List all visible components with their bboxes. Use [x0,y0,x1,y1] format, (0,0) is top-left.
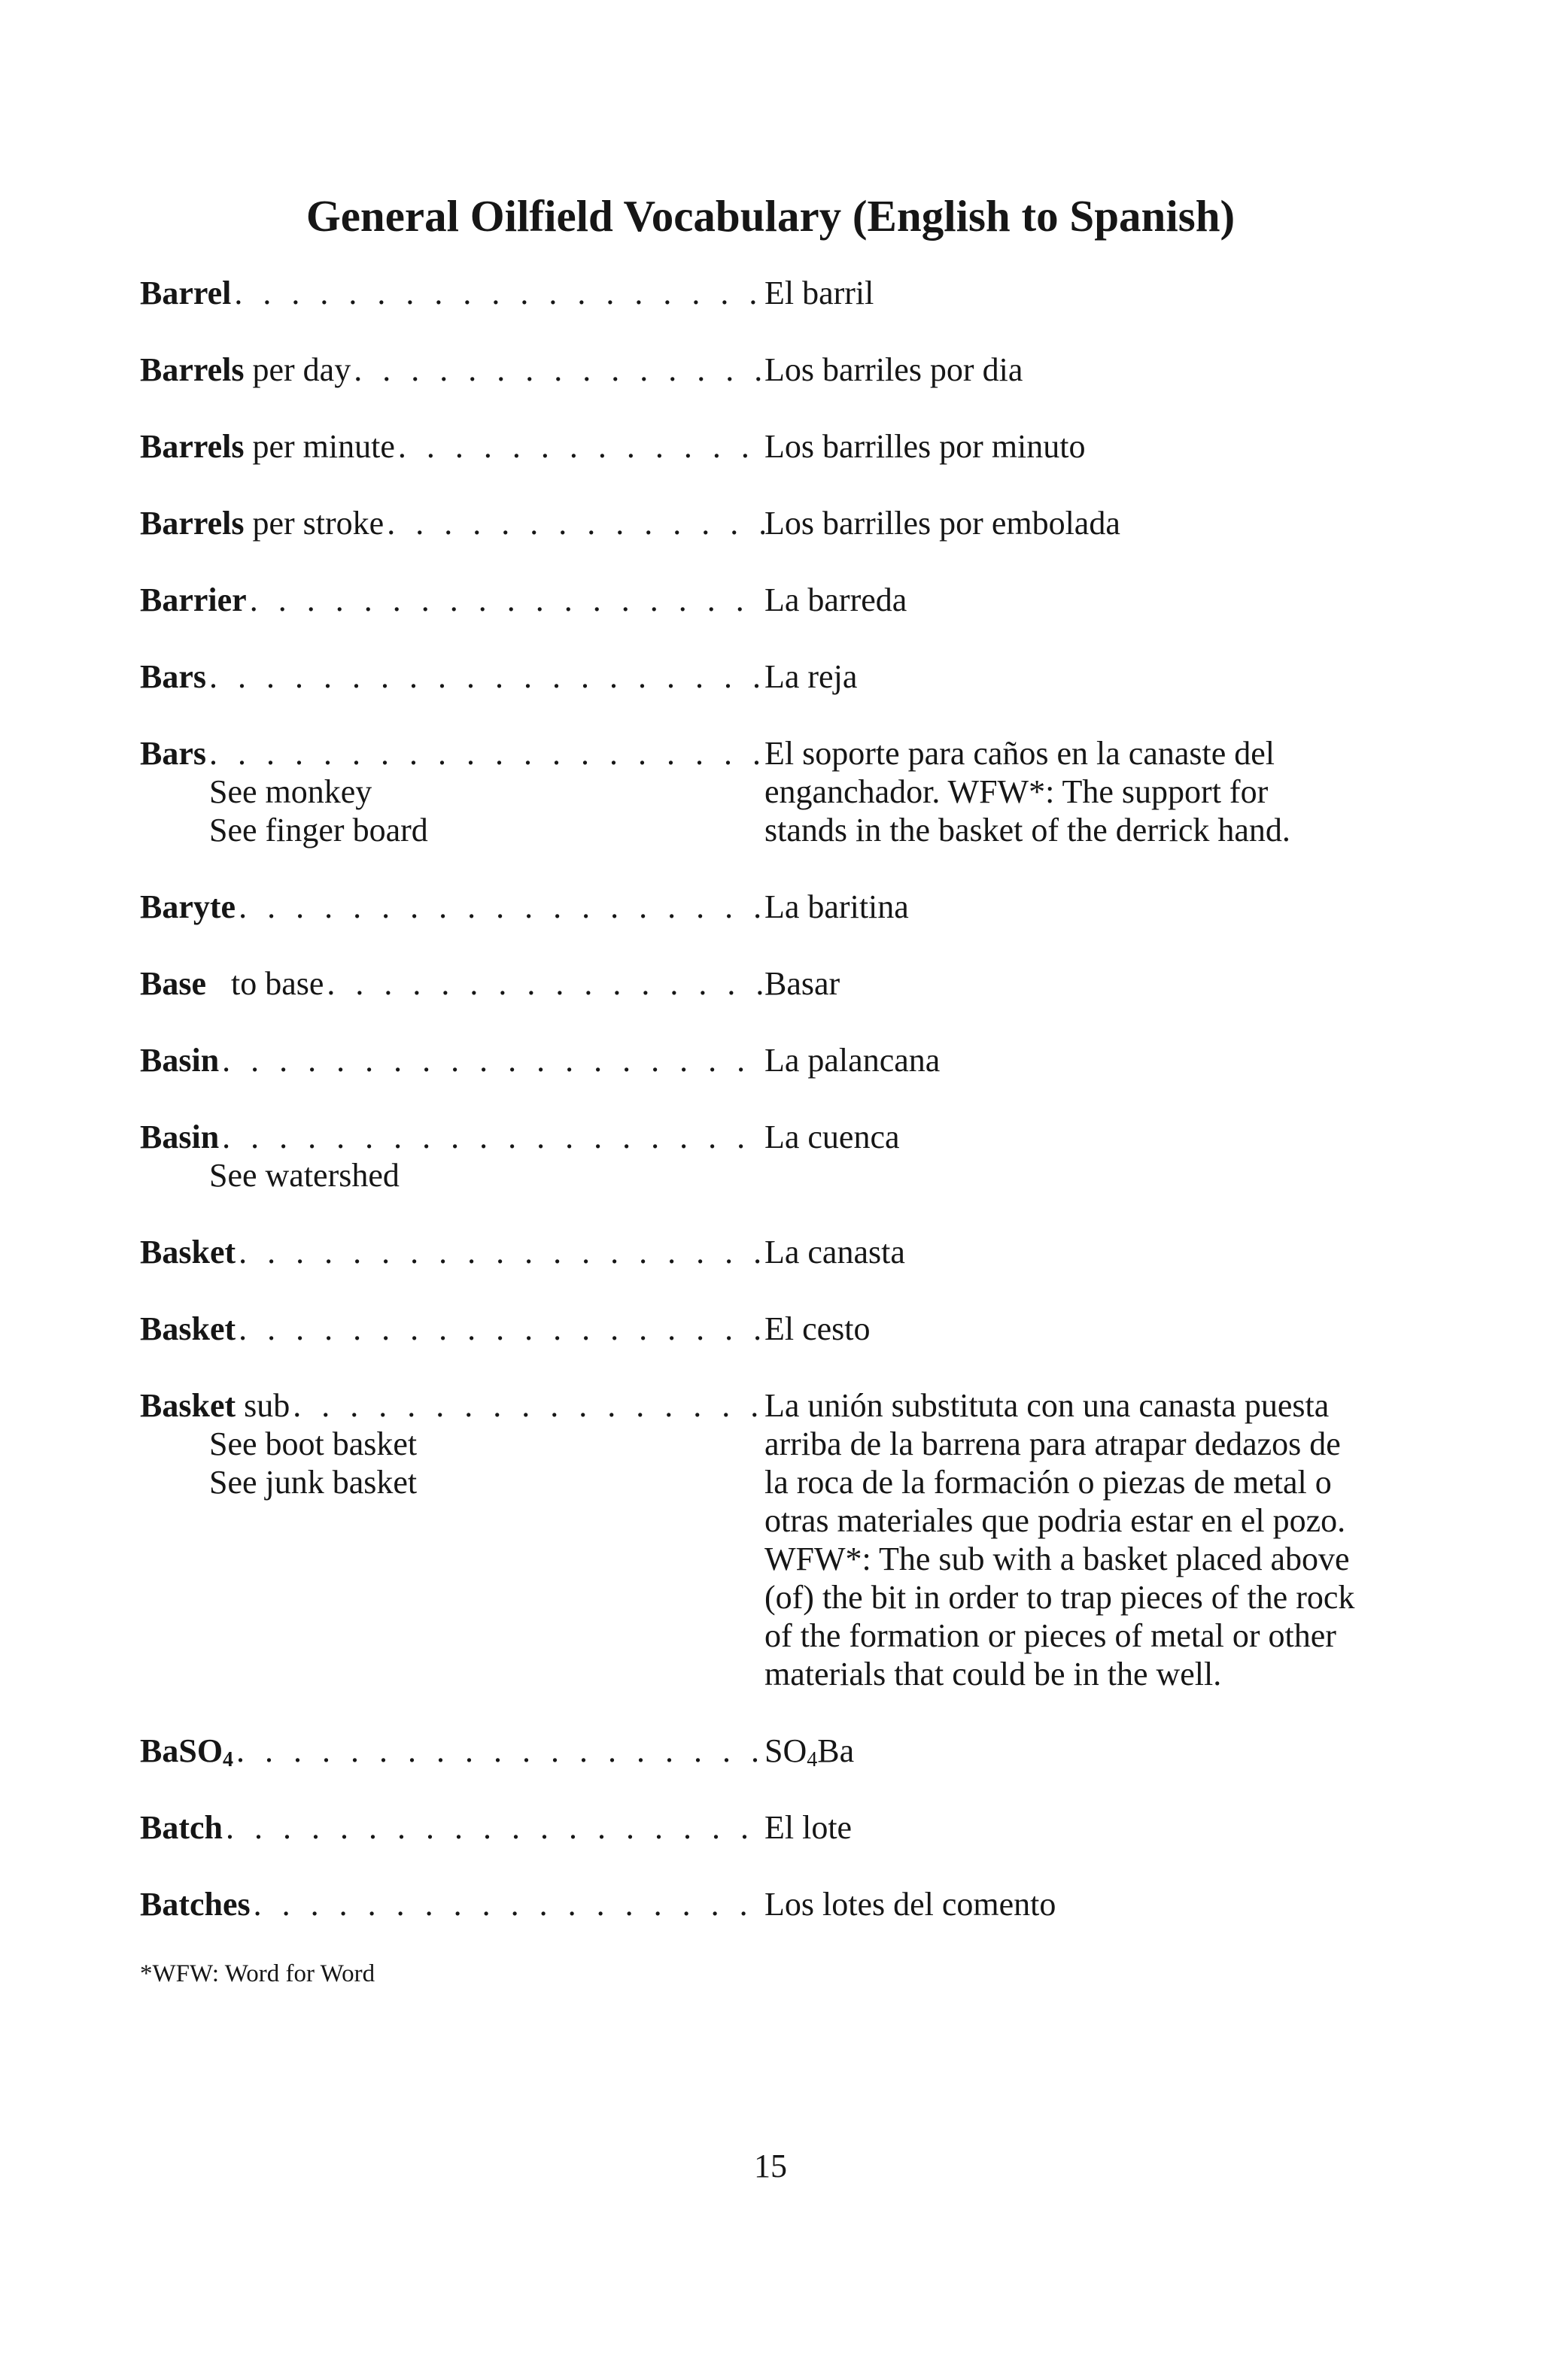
vocab-entry [140,1808,1404,1847]
entry-qualifier: sub [236,1387,290,1424]
vocab-entry [140,964,1404,1003]
dot-leader [387,504,764,542]
entry-translation: La unión substituta con una canasta puesta [764,1387,1330,1424]
see-also-item: See watershed [209,1157,400,1194]
entry-term: Basket [140,1387,236,1424]
dot-leader [327,964,764,1003]
vocab-entry [140,1386,1404,1693]
entry-translation: El cesto [764,1310,871,1347]
footnote: *WFW: Word for Word [140,1960,375,1987]
dot-leader [354,351,764,389]
entry-translation: Basar [764,965,840,1002]
vocabulary-list [140,274,1404,1962]
entry-translation: El lote [764,1809,853,1846]
dot-leader [234,274,764,312]
dot-leader [236,1732,764,1770]
entry-term: Barrier [140,581,247,618]
entry-translation: (of) the bit in order to trap pieces of the rock [764,1579,1355,1616]
entry-translation: La palancana [764,1042,941,1079]
entry-term: Batches [140,1886,251,1923]
entry-translation: $SO_4Ba$ [764,1732,855,1771]
vocab-entry [140,1118,1404,1194]
entry-term: Basket [140,1310,236,1347]
vocab-entry [140,657,1404,696]
entry-translation: of the formation or pieces of metal or other [764,1617,1336,1654]
dot-leader [209,657,764,696]
dot-leader [239,1310,764,1348]
see-also-item: See finger board [209,812,428,848]
entry-translation: stands in the basket of the derrick hand. [764,812,1290,848]
dot-leader [226,1808,764,1847]
entry-translation: Los barrilles por embolada [764,505,1120,542]
vocab-entry [140,1233,1404,1271]
entry-translation: Los barrilles por minuto [764,428,1086,465]
entry-translation: Los barriles por dia [764,351,1023,388]
see-also-list [209,773,428,849]
entry-translation: otras materiales que podria estar en el pozo. [764,1502,1346,1539]
entry-term: Batch [140,1809,223,1846]
entry-term: Basin [140,1042,220,1079]
entry-qualifier: per day [244,351,351,388]
entry-translation: materials that could be in the well. [764,1656,1222,1692]
page-title: General Oilfield Vocabulary (English to Spanish) [305,191,1236,241]
entry-term: Basket [140,1234,236,1270]
dot-leader [239,1233,764,1271]
entry-qualifier: per minute [244,428,395,465]
entry-translation: Los lotes del comento [764,1886,1056,1923]
dot-leader [209,734,764,773]
vocab-entry [140,351,1404,389]
vocab-entry [140,1885,1404,1923]
see-also-item: See junk basket [209,1464,418,1501]
vocab-entry [140,1310,1404,1348]
dot-leader [398,427,764,466]
entry-translation: WFW*: The sub with a basket placed above [764,1541,1350,1577]
page-number: 15 [754,2148,787,2184]
see-also-list [209,1156,400,1195]
dot-leader [254,1885,764,1923]
entry-term: Basin [140,1119,220,1155]
entry-translation: arriba de la barrena para atrapar dedazos de [764,1425,1341,1462]
subscript: 4 [223,1748,234,1770]
entry-term: Bars [140,735,206,772]
vocab-entry [140,888,1404,926]
entry-term: Barrels [140,505,245,542]
entry-translation: enganchador. WFW*: The support for [764,773,1269,810]
dot-leader [250,581,764,619]
entry-term: Base [140,965,206,1002]
entry-qualifier: to base [206,965,324,1002]
subscript: 4 [807,1748,818,1771]
vocab-entry [140,734,1404,849]
dot-leader [239,888,764,926]
vocab-entry [140,1732,1404,1770]
see-also-list [209,1425,417,1501]
entry-term: Barrels [140,351,245,388]
entry-translation: La cuenca [764,1119,900,1155]
entry-term: Baryte [140,888,236,925]
vocab-entry [140,504,1404,542]
dot-leader [222,1118,764,1156]
entry-term: Barrels [140,428,245,465]
entry-translation: La barreda [764,581,907,618]
entry-term: Barrel [140,275,232,311]
see-also-item: See monkey [209,773,372,810]
dot-leader [293,1386,764,1425]
vocab-entry [140,274,1404,312]
entry-translation: La canasta [764,1234,905,1270]
dot-leader [222,1041,764,1079]
vocab-entry [140,1041,1404,1079]
entry-translation: la roca de la formación o piezas de metal o [764,1464,1332,1501]
entry-translation: El barril [764,275,874,311]
see-also-item: See boot basket [209,1425,418,1462]
entry-translation: La baritina [764,888,909,925]
entry-term: Bars [140,658,206,695]
entry-qualifier: per stroke [244,505,384,542]
entry-term: BaSO$_4$ [140,1732,234,1770]
entry-translation: La reja [764,658,858,695]
entry-translation: El soporte para caños en la canaste del [764,735,1275,772]
vocab-entry [140,581,1404,619]
vocab-entry [140,427,1404,466]
